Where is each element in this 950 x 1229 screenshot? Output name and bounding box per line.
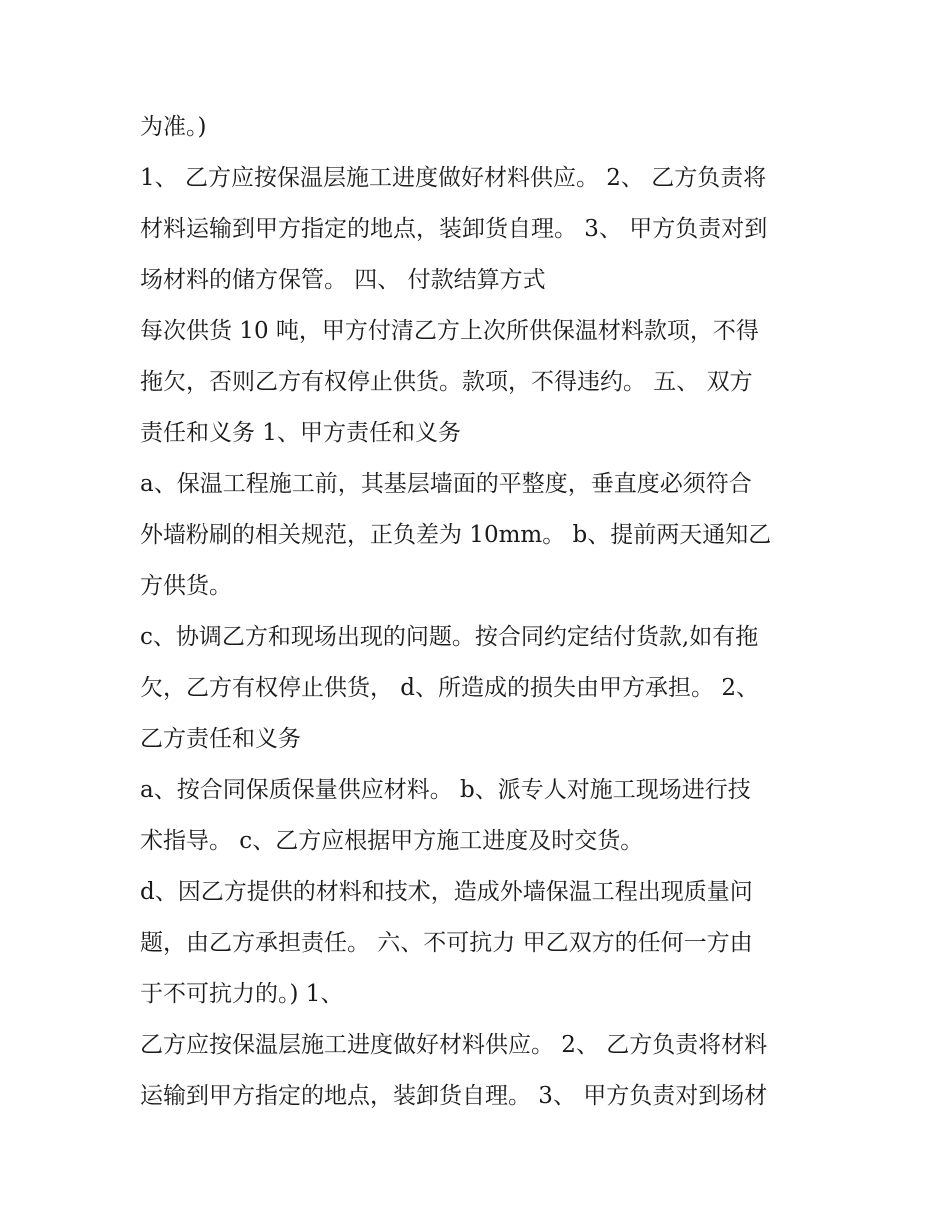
text-line: 场材料的储方保管。 四、 付款结算方式 <box>140 267 546 293</box>
text-line: 乙方责任和义务 <box>140 726 301 752</box>
text-line: d、因乙方提供的材料和技术，造成外墙保温工程出现质量问 <box>140 879 753 905</box>
text-line: 运输到甲方指定的地点，装卸货自理。 3、 甲方负责对到场材 <box>140 1083 768 1109</box>
text-line: 为准。) <box>140 114 207 140</box>
text-line: 外墙粉刷的相关规范，正负差为 10mm。 b、提前两天通知乙 <box>140 522 772 548</box>
text-line: 欠，乙方有权停止供货， d、所造成的损失由甲方承担。 2、 <box>140 675 759 701</box>
text-line: 每次供货 10 吨，甲方付清乙方上次所供保温材料款项，不得 <box>140 318 759 344</box>
text-line: 方供货。 <box>140 573 232 599</box>
text-line: 拖欠，否则乙方有权停止供货。款项，不得违约。 五、 双方 <box>140 369 753 395</box>
text-line: 1、 乙方应按保温层施工进度做好材料供应。 2、 乙方负责将 <box>140 165 767 191</box>
text-line: c、协调乙方和现场出现的问题。按合同约定结付货款,如有拖 <box>140 624 759 650</box>
text-line: 术指导。 c、乙方应根据甲方施工进度及时交货。 <box>140 828 644 854</box>
document-body <box>140 102 820 1122</box>
text-line: 于不可抗力的。) 1、 <box>140 981 344 1007</box>
text-line: 题，由乙方承担责任。 六、不可抗力 甲乙双方的任何一方由 <box>140 930 753 956</box>
text-line: 材料运输到甲方指定的地点，装卸货自理。 3、 甲方负责对到 <box>140 216 768 242</box>
text-line: 责任和义务 1、甲方责任和义务 <box>140 420 461 446</box>
text-line: a、按合同保质保量供应材料。 b、派专人对施工现场进行技 <box>140 777 751 803</box>
text-line: 乙方应按保温层施工进度做好材料供应。 2、 乙方负责将材料 <box>140 1032 768 1058</box>
text-line: a、保温工程施工前，其基层墙面的平整度，垂直度必须符合 <box>140 471 752 497</box>
